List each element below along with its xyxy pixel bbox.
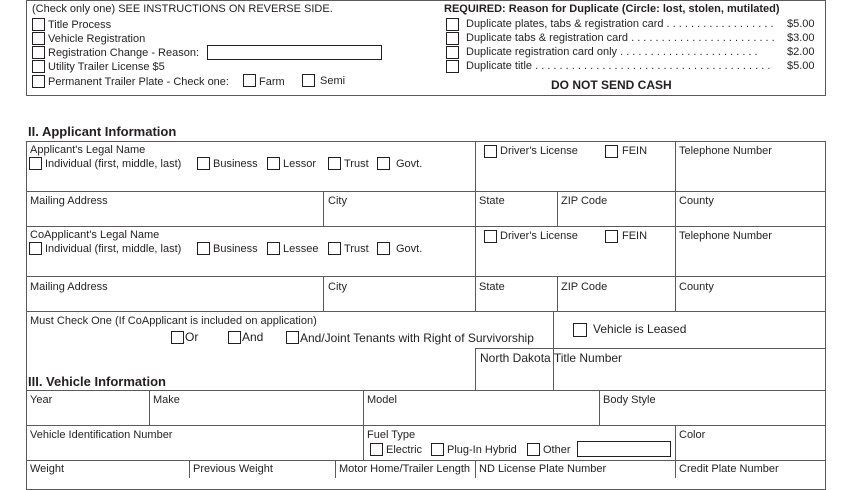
coapplicant-legal-name-label: CoApplicant's Legal Name — [30, 229, 160, 241]
plugin-hybrid-label: Plug-In Hybrid — [447, 444, 517, 456]
co-govt-checkbox[interactable] — [377, 242, 390, 255]
vehicle-section-heading: III. Vehicle Information — [28, 374, 166, 389]
vehicle-leased-label: Vehicle is Leased — [593, 322, 687, 336]
co-individual-checkbox[interactable] — [29, 242, 42, 255]
lessor-label: Lessor — [283, 158, 317, 170]
motor-home-length-label: Motor Home/Trailer Length — [339, 463, 471, 475]
model-label: Model — [367, 394, 397, 406]
semi-label: Semi — [320, 75, 346, 87]
nd-title-number-label: North Dakota Title Number — [480, 351, 623, 365]
permanent-trailer-checkbox[interactable] — [32, 75, 45, 88]
dup-plates-label: Duplicate plates, tabs & registration card . . . . . . . . . . . . . . . . . . — [466, 18, 774, 30]
farm-label: Farm — [259, 76, 285, 88]
no-cash-notice: DO NOT SEND CASH — [551, 78, 672, 92]
and-label: And — [242, 330, 264, 344]
dup-tabs-label: Duplicate tabs & registration card . . . . . . . . . . . . . . . . . . . . . . . . — [466, 32, 775, 44]
title-process-checkbox[interactable] — [32, 18, 45, 31]
lessor-checkbox[interactable] — [267, 157, 280, 170]
dup-card-label: Duplicate registration card only . . . . . . . . . . . . . . . . . . . . . . . — [466, 46, 758, 58]
fein-checkbox[interactable] — [605, 145, 618, 158]
make-label: Make — [153, 394, 180, 406]
registration-change-checkbox[interactable] — [32, 46, 45, 59]
fein-label: FEIN — [622, 145, 648, 157]
vehicle-registration-label: Vehicle Registration — [48, 33, 146, 45]
year-label: Year — [30, 394, 53, 406]
utility-trailer-checkbox[interactable] — [32, 60, 45, 73]
title-process-label: Title Process — [48, 19, 112, 31]
or-label: Or — [185, 330, 199, 344]
other-fuel-field[interactable] — [577, 441, 671, 457]
and-checkbox[interactable] — [228, 331, 241, 344]
dup-title-label: Duplicate title . . . . . . . . . . . . . . . . . . . . . . . . . . . . . . . . . . . . . . . — [466, 60, 771, 72]
weight-label: Weight — [30, 463, 65, 475]
dup-title-checkbox[interactable] — [446, 60, 459, 73]
vehicle-registration-checkbox[interactable] — [32, 32, 45, 45]
lessee-checkbox[interactable] — [267, 242, 280, 255]
govt-checkbox[interactable] — [377, 157, 390, 170]
govt-label: Govt. — [396, 158, 423, 170]
utility-trailer-label: Utility Trailer License $5 — [48, 61, 165, 73]
drivers-license-checkbox[interactable] — [484, 145, 497, 158]
co-fein-label: FEIN — [622, 230, 648, 242]
credit-plate-number-label: Credit Plate Number — [679, 463, 779, 475]
or-checkbox[interactable] — [171, 331, 184, 344]
co-drivers-license-checkbox[interactable] — [484, 230, 497, 243]
dup-title-price: $5.00 — [787, 60, 815, 72]
electric-checkbox[interactable] — [370, 443, 383, 456]
co-fein-checkbox[interactable] — [605, 230, 618, 243]
dup-tabs-checkbox[interactable] — [446, 32, 459, 45]
semi-checkbox[interactable] — [302, 74, 315, 87]
body-style-label: Body Style — [603, 394, 656, 406]
other-fuel-label: Other — [543, 444, 571, 456]
business-checkbox[interactable] — [197, 157, 210, 170]
state-label: State — [479, 195, 505, 207]
co-zip-label: ZIP Code — [561, 281, 608, 293]
co-drivers-license-label: Driver's License — [500, 230, 578, 242]
dup-plates-price: $5.00 — [787, 18, 815, 30]
co-individual-label: Individual (first, middle, last) — [45, 243, 182, 255]
duplicate-reason-heading: REQUIRED: Reason for Duplicate (Circle: lost, stolen, mutilated) — [444, 3, 780, 15]
co-state-label: State — [479, 281, 505, 293]
previous-weight-label: Previous Weight — [193, 463, 273, 475]
vin-label: Vehicle Identification Number — [30, 429, 173, 441]
dup-tabs-price: $3.00 — [787, 32, 815, 44]
dup-plates-checkbox[interactable] — [446, 18, 459, 31]
co-telephone-label: Telephone Number — [679, 230, 772, 242]
fuel-type-label: Fuel Type — [367, 429, 416, 441]
trust-checkbox[interactable] — [328, 157, 341, 170]
co-county-label: County — [679, 281, 714, 293]
vehicle-leased-checkbox[interactable] — [573, 323, 587, 337]
co-mailing-address-label: Mailing Address — [30, 281, 108, 293]
business-label: Business — [213, 158, 258, 170]
joint-tenants-label: And/Joint Tenants with Right of Survivorship — [300, 331, 534, 345]
telephone-label: Telephone Number — [679, 145, 772, 157]
drivers-license-label: Driver's License — [500, 145, 578, 157]
nd-plate-number-label: ND License Plate Number — [479, 463, 607, 475]
applicant-legal-name-label: Applicant's Legal Name — [30, 144, 146, 156]
dup-card-checkbox[interactable] — [446, 46, 459, 59]
city-label: City — [328, 195, 347, 207]
co-govt-label: Govt. — [396, 243, 423, 255]
mailing-address-label: Mailing Address — [30, 195, 108, 207]
color-label: Color — [679, 429, 706, 441]
joint-tenants-checkbox[interactable] — [286, 331, 299, 344]
other-fuel-checkbox[interactable] — [527, 443, 540, 456]
co-business-label: Business — [213, 243, 258, 255]
trust-label: Trust — [344, 158, 369, 170]
individual-label: Individual (first, middle, last) — [45, 158, 182, 170]
farm-checkbox[interactable] — [243, 74, 256, 87]
co-business-checkbox[interactable] — [197, 242, 210, 255]
county-label: County — [679, 195, 714, 207]
registration-change-label: Registration Change - Reason: — [48, 47, 200, 59]
plugin-hybrid-checkbox[interactable] — [431, 443, 444, 456]
individual-checkbox[interactable] — [29, 157, 42, 170]
co-trust-label: Trust — [344, 243, 369, 255]
co-trust-checkbox[interactable] — [328, 242, 341, 255]
applicant-table — [26, 141, 826, 391]
check-one-instructions: (Check only one) SEE INSTRUCTIONS ON REVERSE SIDE. — [32, 3, 333, 15]
electric-label: Electric — [386, 444, 423, 456]
zip-label: ZIP Code — [561, 195, 608, 207]
co-city-label: City — [328, 281, 347, 293]
registration-change-reason-field[interactable] — [207, 45, 382, 60]
applicant-section-heading: II. Applicant Information — [28, 124, 177, 139]
must-check-one-label: Must Check One (If CoApplicant is included on application) — [30, 315, 317, 327]
dup-card-price: $2.00 — [787, 46, 815, 58]
permanent-trailer-label: Permanent Trailer Plate - Check one: — [48, 76, 229, 88]
lessee-label: Lessee — [283, 243, 319, 255]
